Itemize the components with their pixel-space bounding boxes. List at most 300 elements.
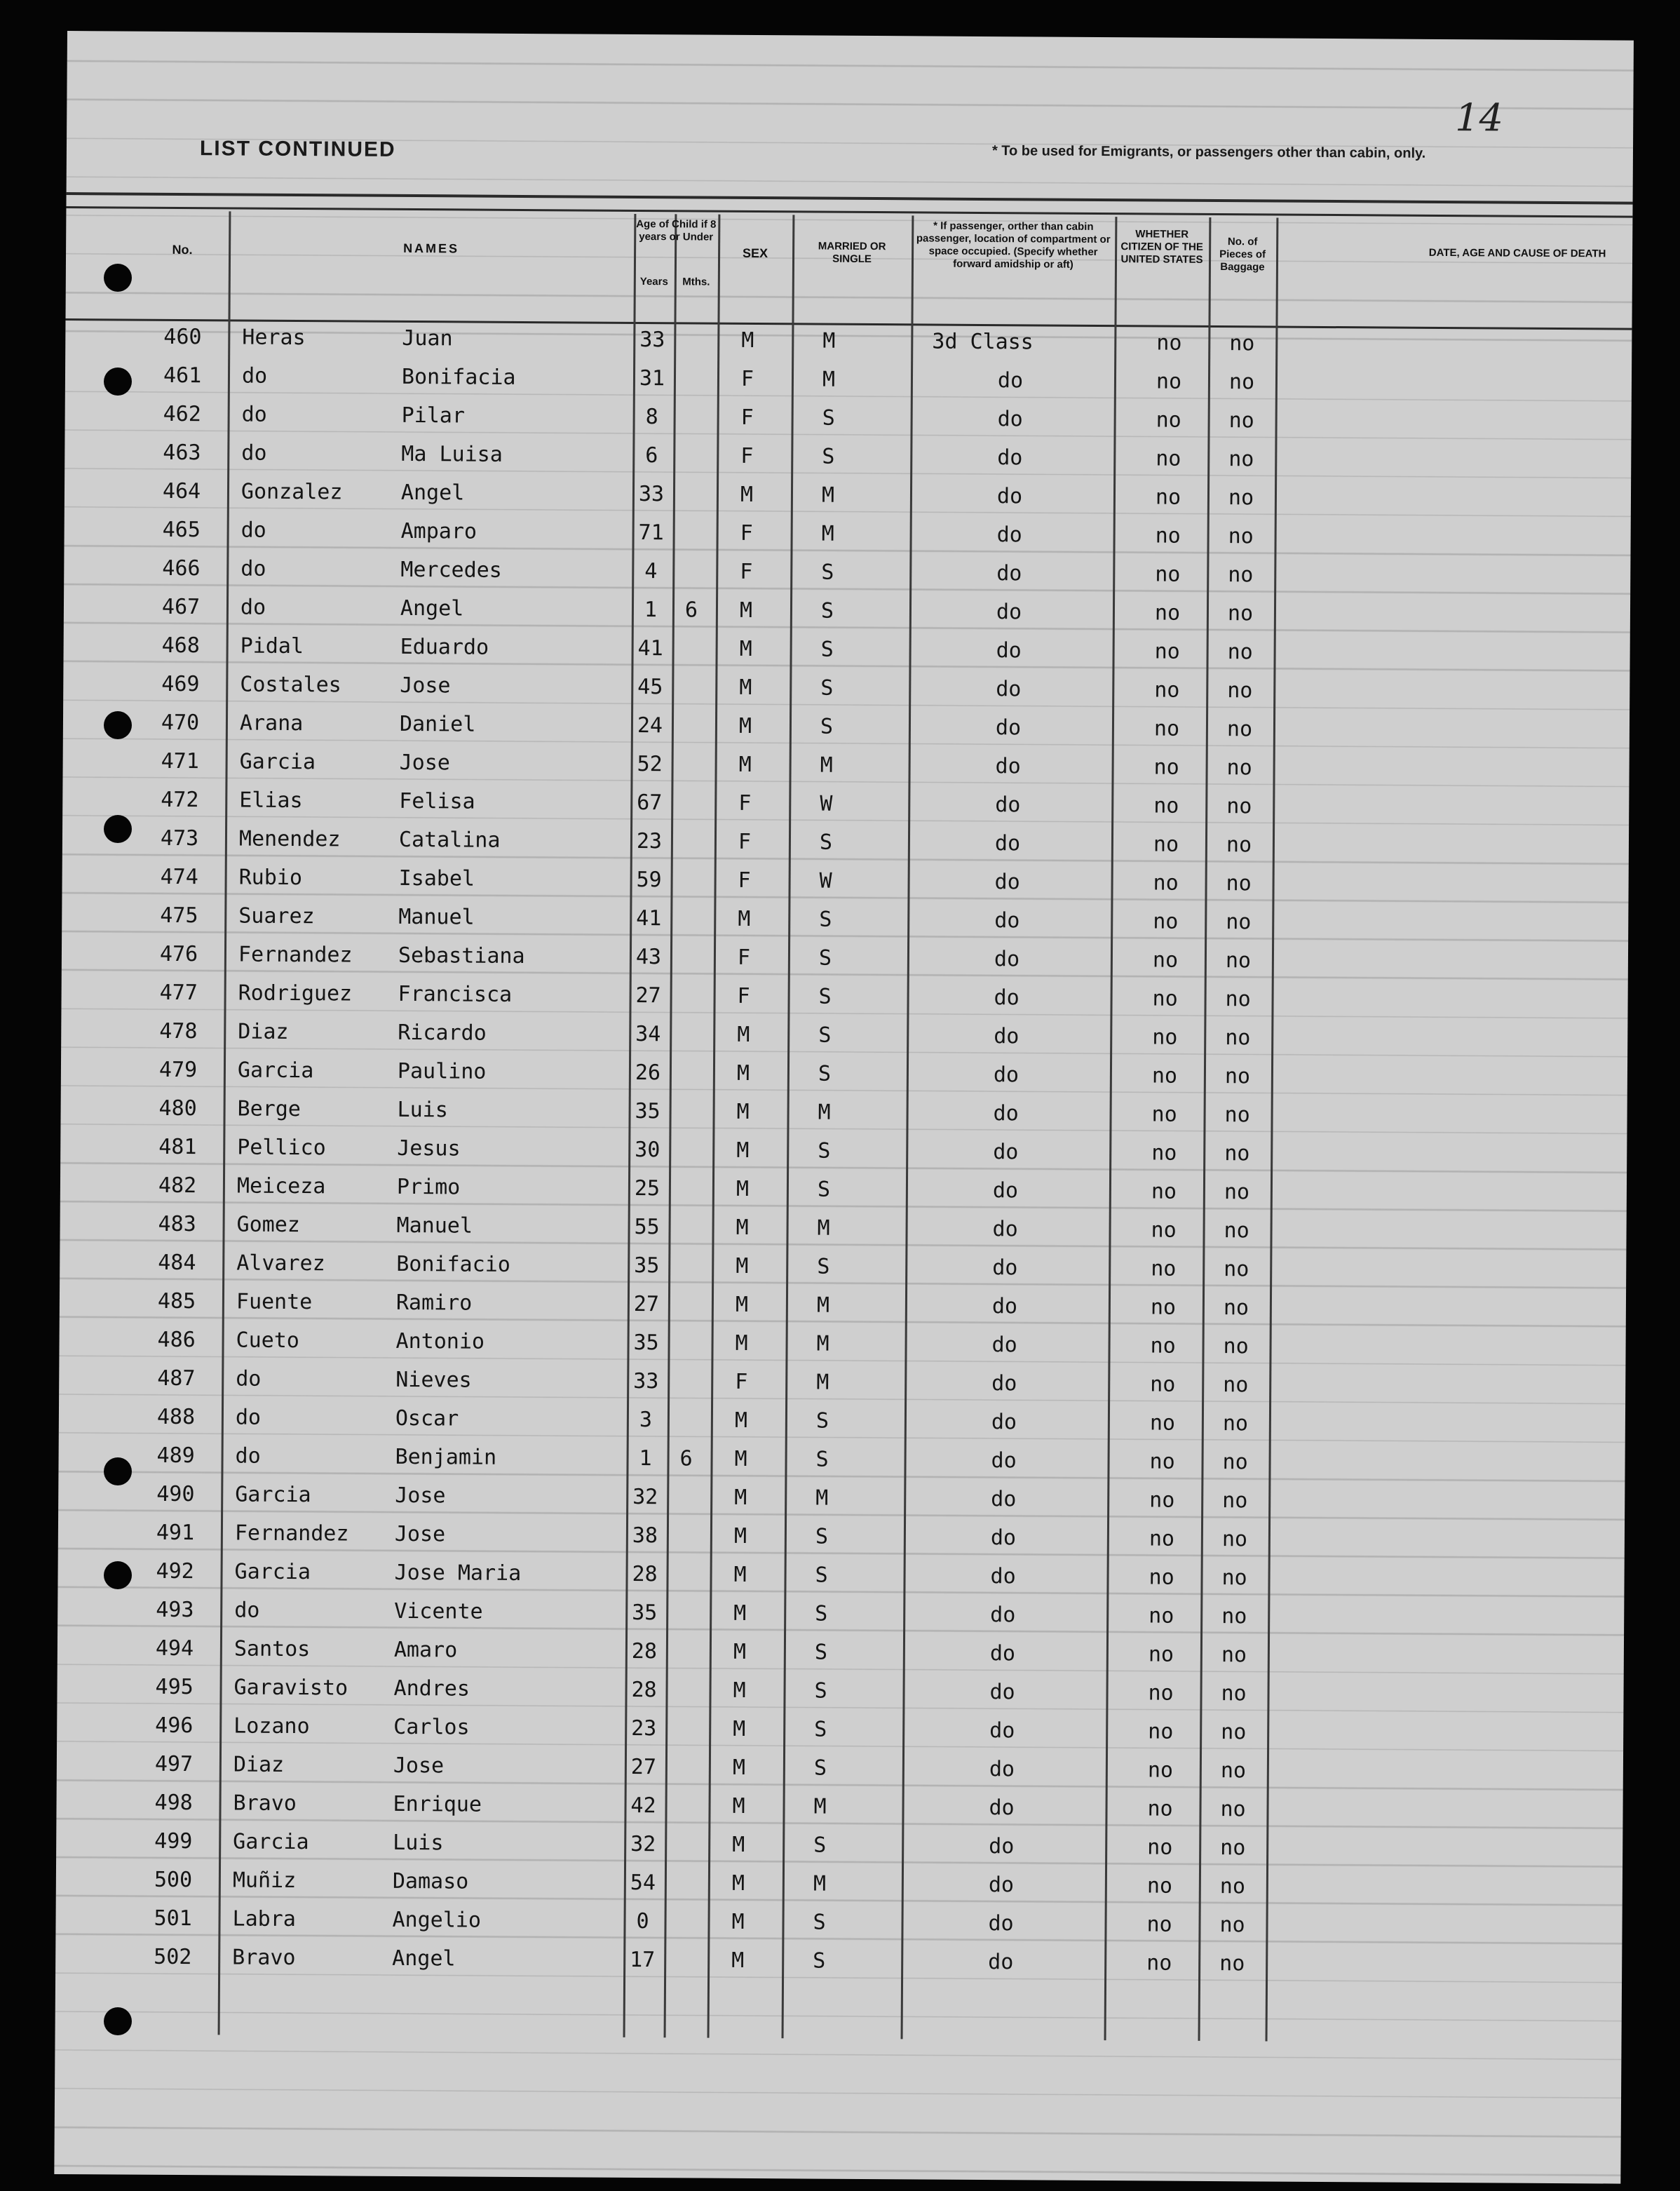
marital-status: M <box>822 328 836 353</box>
baggage-pieces: no <box>1224 1257 1249 1282</box>
given-name: Ricardo <box>398 1020 487 1046</box>
manifest-sheet <box>54 31 1634 2184</box>
surname: Fernandez <box>234 1521 349 1546</box>
surname: Arana <box>239 710 304 736</box>
surname: Fuente <box>236 1289 313 1315</box>
passenger-location: do <box>989 1757 1015 1782</box>
sex: M <box>739 598 753 623</box>
age-years: 1 <box>644 598 658 623</box>
surname: do <box>236 1366 262 1391</box>
list-title: LIST CONTINUED <box>199 137 396 161</box>
age-months: 6 <box>684 598 698 623</box>
row-number: 485 <box>157 1288 196 1314</box>
surname: do <box>235 1443 261 1469</box>
row-number: 490 <box>156 1481 195 1507</box>
given-name: Isabel <box>398 865 475 891</box>
surname: do <box>234 1598 260 1623</box>
given-name: Catalina <box>398 827 501 853</box>
sex: F <box>737 983 750 1009</box>
age-years: 25 <box>634 1175 661 1201</box>
row-number: 464 <box>162 478 201 504</box>
row-number: 462 <box>163 401 201 427</box>
given-name: Paulino <box>397 1058 487 1084</box>
us-citizen: no <box>1151 1256 1177 1281</box>
us-citizen: no <box>1146 1950 1172 1976</box>
punch-hole <box>104 2007 132 2035</box>
sex: M <box>740 482 754 507</box>
row-number: 494 <box>155 1636 194 1661</box>
marital-status: S <box>813 1948 826 1974</box>
passenger-location: do <box>996 484 1023 509</box>
given-name: Amparo <box>400 518 477 544</box>
given-name: Manuel <box>398 904 475 930</box>
marital-status: W <box>819 868 832 894</box>
us-citizen: no <box>1153 832 1179 857</box>
marital-status: M <box>813 1794 827 1819</box>
age-years: 33 <box>639 327 665 353</box>
us-citizen: no <box>1149 1603 1174 1629</box>
marital-status: M <box>816 1293 830 1318</box>
baggage-pieces: no <box>1219 1951 1245 1976</box>
surname: Garcia <box>239 749 316 775</box>
sex: F <box>740 443 754 468</box>
us-citizen: no <box>1155 523 1181 548</box>
col-citizen: WHETHER CITIZEN OF THE UNITED STATES <box>1120 228 1203 266</box>
sex: M <box>736 1253 749 1279</box>
col-passenger-location: * If passenger, orther than cabin passenger, location of compartment or space occupied. (Specify whether forward amidship or aft) <box>916 220 1111 271</box>
passenger-location: do <box>991 1333 1017 1358</box>
marital-status: S <box>818 1061 832 1086</box>
passenger-location: do <box>993 1140 1019 1165</box>
age-years: 0 <box>636 1909 649 1934</box>
marital-status: S <box>818 984 832 1009</box>
col-names: NAMES <box>403 241 460 256</box>
surname: Cueto <box>236 1328 300 1354</box>
passenger-location: do <box>995 715 1022 741</box>
surname: Labra <box>232 1906 296 1932</box>
baggage-pieces: no <box>1226 910 1252 935</box>
us-citizen: no <box>1154 639 1180 664</box>
passenger-location: do <box>993 1101 1019 1126</box>
sex: F <box>738 868 751 893</box>
row-number: 495 <box>155 1674 194 1700</box>
us-citizen: no <box>1147 1796 1173 1821</box>
us-citizen: no <box>1152 986 1178 1011</box>
age-months: 6 <box>679 1446 693 1471</box>
given-name: Angel <box>400 595 464 621</box>
punch-hole <box>104 711 132 739</box>
baggage-pieces: no <box>1226 871 1252 896</box>
us-citizen: no <box>1153 909 1179 934</box>
surname: do <box>241 556 266 581</box>
marital-status: M <box>821 483 835 508</box>
row-number: 498 <box>154 1790 193 1816</box>
us-citizen: no <box>1149 1449 1175 1474</box>
us-citizen: no <box>1151 1179 1177 1204</box>
sex: M <box>734 1408 748 1433</box>
given-name: Enrique <box>393 1791 482 1817</box>
marital-status: S <box>818 945 832 971</box>
baggage-pieces: no <box>1227 678 1253 703</box>
sex: M <box>732 1793 745 1819</box>
age-years: 71 <box>638 520 664 546</box>
age-years: 4 <box>644 559 658 584</box>
passenger-location: do <box>991 1410 1017 1435</box>
us-citizen: no <box>1150 1333 1176 1359</box>
passenger-location: do <box>992 1255 1018 1281</box>
baggage-pieces: no <box>1228 524 1254 549</box>
surname: do <box>241 518 266 543</box>
marital-status: S <box>821 560 834 585</box>
row-number: 475 <box>160 903 198 929</box>
row-number: 470 <box>161 710 200 736</box>
marital-status: M <box>813 1871 827 1896</box>
us-citizen: no <box>1152 948 1179 973</box>
baggage-pieces: no <box>1224 1180 1250 1205</box>
row-number: 465 <box>162 517 201 543</box>
baggage-pieces: no <box>1223 1295 1249 1321</box>
sex: M <box>733 1678 746 1703</box>
passenger-location: do <box>988 1950 1014 1975</box>
baggage-pieces: no <box>1224 1218 1249 1243</box>
us-citizen: no <box>1147 1835 1173 1860</box>
passenger-location: do <box>989 1718 1015 1744</box>
us-citizen: no <box>1156 446 1181 471</box>
age-years: 27 <box>633 1291 660 1317</box>
marital-status: S <box>822 444 835 469</box>
passenger-location: do <box>992 1217 1018 1242</box>
baggage-pieces: no <box>1221 1565 1247 1591</box>
given-name: Vicente <box>394 1598 483 1624</box>
us-citizen: no <box>1150 1372 1176 1397</box>
row-number: 484 <box>158 1250 196 1276</box>
marital-status: S <box>820 675 834 701</box>
passenger-location: do <box>994 947 1020 972</box>
marital-status: M <box>817 1215 830 1241</box>
given-name: Bonifacia <box>401 364 516 390</box>
us-citizen: no <box>1148 1642 1174 1667</box>
marital-status: M <box>821 521 834 546</box>
row-number: 478 <box>159 1018 198 1044</box>
marital-status: S <box>822 405 835 431</box>
passenger-location: do <box>996 600 1022 625</box>
given-name: Francisca <box>398 981 513 1007</box>
passenger-location: do <box>994 908 1020 933</box>
us-citizen: no <box>1154 677 1180 703</box>
given-name: Angelio <box>392 1907 482 1933</box>
baggage-pieces: no <box>1221 1681 1247 1706</box>
passenger-location: do <box>996 561 1022 586</box>
us-citizen: no <box>1151 1140 1177 1166</box>
given-name: Juan <box>402 325 453 351</box>
row-number: 488 <box>156 1404 196 1430</box>
row-number: 501 <box>154 1906 192 1932</box>
surname: do <box>240 595 266 620</box>
baggage-pieces: no <box>1225 1025 1251 1051</box>
col-baggage: No. of Pieces of Baggage <box>1219 236 1266 274</box>
surname: Garcia <box>234 1559 311 1585</box>
col-age-group: Age of Child if 8 years or Under <box>636 217 717 243</box>
age-years: 1 <box>639 1446 652 1471</box>
punch-hole <box>104 1561 132 1589</box>
marital-status: S <box>820 714 834 739</box>
surname: Gonzalez <box>241 479 343 505</box>
sex: M <box>739 675 752 700</box>
sex: F <box>740 520 753 546</box>
us-citizen: no <box>1149 1410 1176 1436</box>
sex: M <box>733 1639 747 1664</box>
passenger-location: do <box>991 1448 1017 1474</box>
given-name: Eduardo <box>400 634 489 660</box>
marital-status: S <box>814 1640 828 1665</box>
baggage-pieces: no <box>1226 717 1253 742</box>
surname: Pidal <box>240 633 304 659</box>
baggage-pieces: no <box>1222 1488 1248 1514</box>
marital-status: M <box>818 1100 831 1125</box>
marital-status: S <box>817 1254 830 1279</box>
baggage-pieces: no <box>1228 485 1254 511</box>
age-years: 59 <box>636 867 662 893</box>
baggage-pieces: no <box>1225 948 1252 973</box>
age-years: 28 <box>632 1561 658 1587</box>
given-name: Bonifacio <box>396 1251 510 1277</box>
age-years: 52 <box>637 751 663 777</box>
top-rule <box>67 192 1633 205</box>
age-years: 30 <box>635 1137 661 1163</box>
sex: M <box>736 1099 750 1124</box>
row-number: 479 <box>158 1057 198 1083</box>
marital-status: S <box>817 1177 831 1202</box>
row-number: 497 <box>154 1751 194 1777</box>
passenger-location: 3d Class <box>932 329 1034 355</box>
surname: Costales <box>240 672 341 698</box>
sex: M <box>732 1832 745 1857</box>
given-name: Ramiro <box>395 1290 473 1316</box>
age-years: 55 <box>634 1214 660 1240</box>
col-months: Mths. <box>682 276 710 288</box>
us-citizen: no <box>1149 1488 1175 1513</box>
baggage-pieces: no <box>1219 1913 1245 1938</box>
us-citizen: no <box>1153 716 1180 741</box>
col-death: DATE, AGE AND CAUSE OF DEATH <box>1428 246 1606 260</box>
age-years: 6 <box>645 443 658 468</box>
row-number: 500 <box>154 1867 193 1893</box>
surname: Fernandez <box>238 942 353 968</box>
age-years: 24 <box>637 713 663 739</box>
given-name: Carlos <box>393 1714 470 1740</box>
emigrants-note: * To be used for Emigrants, or passengers other than cabin, only. <box>991 143 1426 161</box>
sex: F <box>735 1369 748 1394</box>
marital-status: S <box>815 1601 828 1626</box>
surname: Santos <box>233 1636 311 1662</box>
sex: F <box>740 559 753 584</box>
given-name: Jose <box>400 673 451 699</box>
baggage-pieces: no <box>1229 331 1255 356</box>
passenger-location: do <box>994 870 1020 895</box>
baggage-pieces: no <box>1222 1450 1248 1475</box>
age-years: 8 <box>645 405 658 430</box>
given-name: Jose <box>395 1483 446 1509</box>
baggage-pieces: no <box>1221 1720 1247 1745</box>
marital-status: M <box>822 367 836 392</box>
row-number: 474 <box>160 864 198 890</box>
baggage-pieces: no <box>1220 1797 1246 1822</box>
us-citizen: no <box>1146 1912 1172 1937</box>
row-number: 499 <box>154 1828 193 1854</box>
row-number: 482 <box>158 1173 197 1199</box>
given-name: Manuel <box>396 1213 473 1239</box>
given-name: Jesus <box>397 1135 461 1161</box>
surname: Muñiz <box>232 1868 297 1894</box>
us-citizen: no <box>1146 1873 1173 1899</box>
punch-hole <box>104 815 132 843</box>
surname: Garcia <box>235 1482 311 1508</box>
marital-status: W <box>820 791 833 816</box>
sex: M <box>733 1562 747 1587</box>
baggage-pieces: no <box>1226 794 1252 819</box>
baggage-pieces: no <box>1220 1835 1246 1861</box>
passenger-location: do <box>989 1680 1015 1705</box>
given-name: Ma Luisa <box>401 441 503 467</box>
baggage-pieces: no <box>1228 408 1254 433</box>
marital-status: S <box>818 1023 832 1048</box>
us-citizen: no <box>1147 1758 1174 1783</box>
passenger-location: do <box>989 1641 1016 1666</box>
age-years: 38 <box>632 1523 658 1549</box>
age-years: 35 <box>634 1253 660 1279</box>
col-sex: SEX <box>743 245 768 261</box>
us-citizen: no <box>1151 1063 1178 1088</box>
given-name: Benjamin <box>395 1444 497 1470</box>
given-name: Daniel <box>399 711 476 737</box>
surname: Garavisto <box>233 1675 348 1701</box>
row-number: 466 <box>162 555 201 581</box>
surname: Elias <box>239 788 303 814</box>
passenger-location: do <box>988 1911 1014 1936</box>
baggage-pieces: no <box>1227 601 1254 626</box>
sex: M <box>736 1176 750 1201</box>
age-years: 17 <box>630 1947 656 1973</box>
passenger-location: do <box>992 1178 1019 1204</box>
col-married: MARRIED OR SINGLE <box>818 240 886 266</box>
sex: M <box>741 328 754 353</box>
passenger-location: do <box>988 1873 1015 1898</box>
surname: Rodriguez <box>238 980 353 1006</box>
age-years: 32 <box>632 1484 658 1510</box>
sex: M <box>734 1446 747 1471</box>
age-years: 32 <box>630 1831 656 1857</box>
baggage-pieces: no <box>1221 1604 1247 1629</box>
us-citizen: no <box>1150 1295 1177 1320</box>
row-number: 476 <box>159 941 198 967</box>
marital-status: S <box>814 1678 827 1704</box>
us-citizen: no <box>1149 1565 1174 1590</box>
given-name: Angel <box>400 480 465 506</box>
sex: M <box>733 1523 747 1549</box>
surname: Lozano <box>233 1713 310 1739</box>
baggage-pieces: no <box>1224 1064 1251 1089</box>
surname: do <box>241 402 267 427</box>
row-number: 480 <box>158 1096 197 1121</box>
age-years: 23 <box>636 828 663 854</box>
marital-status: S <box>815 1447 829 1472</box>
baggage-pieces: no <box>1228 370 1255 395</box>
passenger-location: do <box>995 754 1021 779</box>
passenger-location: do <box>996 677 1022 702</box>
passenger-location: do <box>994 831 1021 856</box>
row-number: 461 <box>163 363 202 389</box>
surname: Diaz <box>238 1019 289 1044</box>
passenger-location: do <box>994 1024 1019 1049</box>
row-number: 469 <box>161 671 200 697</box>
baggage-pieces: no <box>1226 832 1252 858</box>
sex: F <box>740 405 754 430</box>
given-name: Sebastiana <box>398 943 525 969</box>
passenger-location: do <box>991 1487 1017 1512</box>
age-years: 42 <box>630 1793 656 1819</box>
row-number: 471 <box>161 748 199 774</box>
given-name: Luis <box>397 1097 448 1123</box>
sex: M <box>738 906 751 931</box>
age-years: 27 <box>630 1754 657 1780</box>
row-number: 477 <box>159 980 198 1006</box>
passenger-location: do <box>990 1603 1016 1628</box>
surname: Meiceza <box>236 1173 326 1199</box>
sex: M <box>735 1330 748 1356</box>
sex: M <box>737 1022 750 1047</box>
surname: Bravo <box>233 1791 297 1816</box>
surname: Heras <box>242 325 306 351</box>
sex: M <box>736 1060 750 1086</box>
given-name: Nieves <box>395 1367 472 1393</box>
passenger-location: do <box>989 1834 1015 1859</box>
marital-status: M <box>815 1485 829 1511</box>
age-years: 33 <box>633 1368 659 1394</box>
row-number: 483 <box>158 1211 196 1237</box>
baggage-pieces: no <box>1226 755 1252 781</box>
us-citizen: no <box>1155 562 1181 587</box>
row-number: 487 <box>157 1366 196 1391</box>
row-number: 468 <box>161 633 200 659</box>
sex: M <box>738 713 752 739</box>
marital-status: S <box>813 1755 827 1781</box>
punch-hole <box>104 368 132 396</box>
age-years: 31 <box>639 365 665 391</box>
given-name: Mercedes <box>400 557 502 583</box>
marital-status: S <box>813 1833 827 1858</box>
given-name: Luis <box>393 1830 444 1856</box>
punch-hole <box>104 264 132 292</box>
marital-status: S <box>818 1138 831 1164</box>
given-name: Jose <box>394 1521 446 1547</box>
baggage-pieces: no <box>1228 447 1254 472</box>
us-citizen: no <box>1156 407 1181 433</box>
surname: Garcia <box>237 1058 314 1084</box>
baggage-pieces: no <box>1220 1758 1247 1784</box>
sex: M <box>736 1138 750 1163</box>
baggage-pieces: no <box>1223 1373 1249 1398</box>
row-number: 502 <box>154 1944 192 1970</box>
sex: M <box>733 1600 747 1626</box>
marital-status: S <box>819 830 833 855</box>
us-citizen: no <box>1153 870 1179 896</box>
sex: M <box>739 636 752 661</box>
sex: F <box>737 945 751 970</box>
age-years: 26 <box>635 1060 661 1086</box>
given-name: Antonio <box>395 1328 485 1354</box>
page-number: 14 <box>1455 95 1504 140</box>
given-name: Andres <box>393 1676 470 1701</box>
